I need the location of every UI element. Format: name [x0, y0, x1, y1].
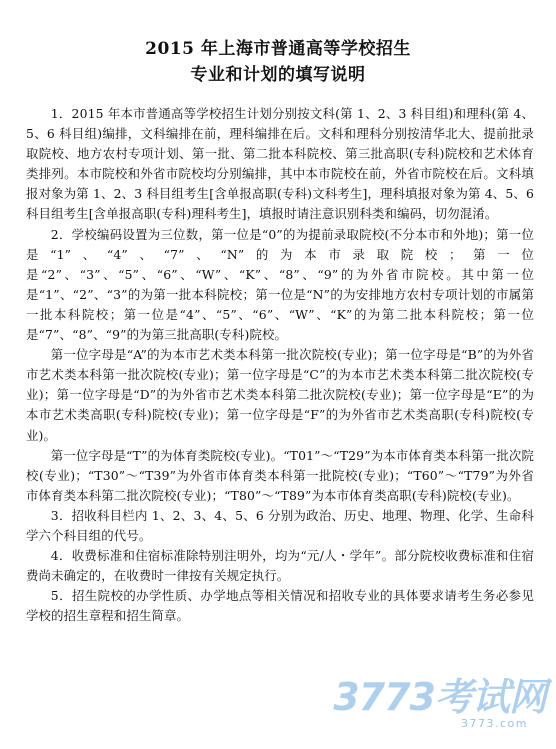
paragraph-admission-rules: 5．招生院校的办学性质、办学地点等相关情况和招收专业的具体要求请考生务必参见学校的招生章程和招生简章。	[26, 588, 534, 624]
document-title: 2015 年上海市普通高等学校招生	[145, 39, 411, 59]
site-watermark	[333, 675, 546, 737]
paragraph-fees: 4．收费标准和住宿标准除特别注明外，均为“元/人・学年”。部分院校收费标准和住宿费尚未确定的，在收费时一律按有关规定执行。	[26, 548, 534, 584]
document-subtitle: 专业和计划的填写说明	[190, 65, 366, 85]
paragraph-art-codes: 第一位字母是“A”的为本市艺术类本科第一批次院校(专业)；第一位字母是“B”的为外省市艺术类本科第一批次院校(专业)；第一位字母是“C”的为本市艺术类本科第二批次院校(专业)；第一位字母是“D”的为外省市艺术类本科第二批次院校(专业)；第一位字母是“E”的为本市艺术类高职(专科)院校(专业)；第一位字母是“F”的为外省市艺术类高职(专科)院校(专业)。	[26, 347, 534, 443]
watermark-url: 3773.com	[461, 717, 528, 730]
watermark-logo: 3773考试网	[333, 675, 546, 719]
paragraph-school-codes: 2．学校编码设置为三位数，第一位是“0”的为提前录取院校(不分本市和外地)；第一位是“1”、“4”、“7”、“N”的为本市录取院校；第一位是“2”、“3”、“5”、“6”、“W”、“K”、“8”、“9”的为外省市院校。其中第一位是“1”、“2”、“3”的为第一批本科院校；第一位是“N”的为安排地方农村专项计划的市属第一批本科院校；第一位是“4”、“5”、“6”、“W”、“K”的为第二批本科院校；第一位是“7”、“8”、“9”的为第三批高职(专科)院校。	[26, 226, 534, 343]
paragraph-sports-codes: 第一位字母是“T”的为体育类院校(专业)。“T01”～“T29”为本市体育类本科第一批次院校(专业)；“T30”～“T39”为外省市体育类本科第一批院校(专业)；“T60”～“T79”为外省市体育类本科第二批次院校(专业)；“T80”～“T89”为本市体育类高职(专科)院校(专业)。	[26, 447, 534, 503]
paragraph-subject-groups: 3．招收科目栏内 1、2、3、4、5、6 分别为政治、历史、地理、物理、化学、生命科学六个科目组的代号。	[26, 507, 534, 543]
document-body	[26, 104, 534, 626]
paragraph-schedule-arrangement: 1．2015 年本市普通高等学校招生计划分别按文科(第 1、2、3 科目组)和理科(第 4、5、6 科目组)编排，文科编排在前，理科编排在后。文科和理科分别按清华北大、提前批录取院校、地方农村专项计划、第一批、第二批本科院校、第三批高职(专科)院校和艺术体育类排列。本市院校和外省市院校均分别编排，其中本市院校在前，外省市院校在后。文科填报对象为第 1、2、3 科目组考生[含单报高职(专科)文科考生]，理科填报对象为第 4、5、6 科目组考生[含单报高职(专科)理科考生]，填报时请注意识别科类和编码，切勿混淆。	[26, 106, 534, 222]
